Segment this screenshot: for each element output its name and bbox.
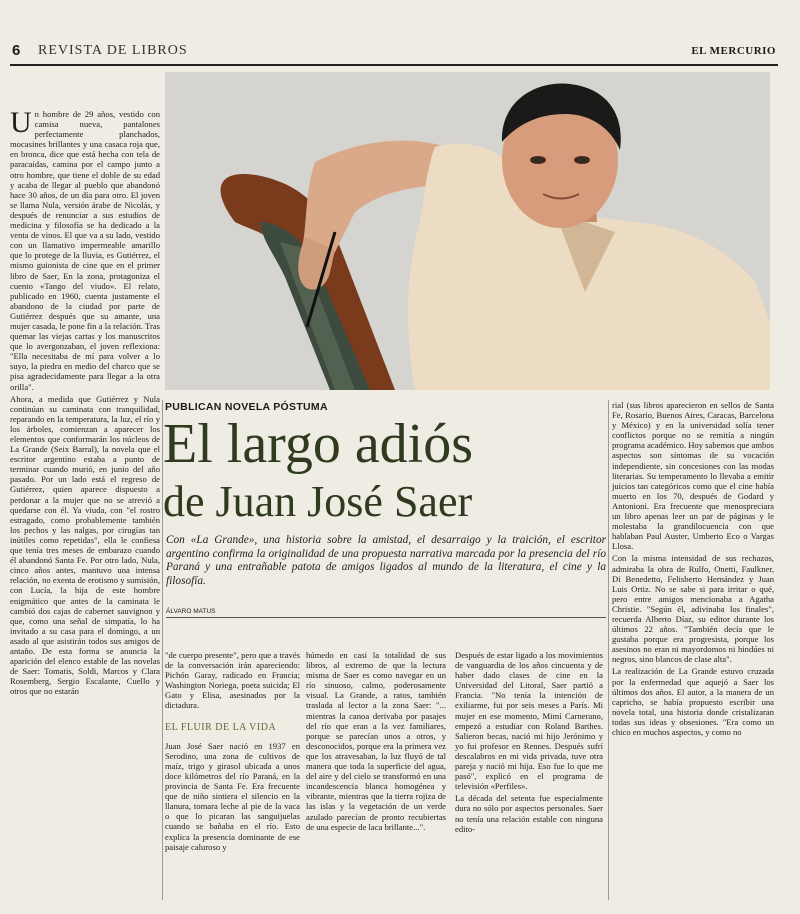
left-paragraph-2: Ahora, a medida que Gutiérrez y Nula continúan su caminata con tranquilidad, reparando en la temperatura, la luz, el río y los árboles, comienzan a aparecer los elementos que conformarán los núcleos de La Grande (Seix Barral), la novela que el escritor argentino estaba a punto de terminar cuando murió, en junio del año pasado. Por un lado está el regreso de Gutiérrez, quien aparece dispuesto a perdonar a la mujer que no se atrevió a quedarse con él. Ya viuda, con "el rostro estragado, como probablemente también los pechos y las nalgas, por cirugías tan inútiles como repetidas", ella le confiesa que tenía tres meses de embarazo cuando él abandonó Santa Fe. Por otro lado, Nula, cinco años antes, mantuvo una intensa relación, no exenta de erotismo y sumisión, con Lucía, la hija de este hombre enigmático que antes de la caminata le cambió dos cajas de cabernet sauvignon y que, como una señal de simpatía, lo ha invitado a su casa para el domingo, a un asado al que asistirán todos sus amigos de antaño. De esta forma se anuncia la aparición del elenco estable de las novelas de Saer: Tomatis, Soldi, Marcos y Clara Rosemberg, Sergio Escalante, Cuello y otros que no estarán: [10, 393, 160, 697]
subhead: EL FLUIR DE LA VIDA: [165, 721, 277, 733]
section-title: REVISTA DE LIBROS: [38, 43, 188, 58]
c3-paragraph-2: La década del setenta fue especialmente dura no sólo por aspectos personales. Saer no tenía una relación estable con ninguna edito-: [455, 793, 603, 834]
kicker: PUBLICAN NOVELA PÓSTUMA: [165, 401, 328, 413]
right-paragraph-1: rial (sus libros aparecieron en sellos de Santa Fe, Rosario, Buenos Aires, Caracas, Barcelona y México) y en la universidad solía tener conflictos porque no se remitía a ningún programa académico. Hoy sabemos que ambos aspectos son síntomas de su vocación independiente, sin concesiones con las modas literarias. Su temperamento lo llevaba a emitir juicios tan categóricos como que el cine había muerto en los 70, después de Godard y Antonioni. Era frecuente que menospreciara un libro apenas leer un par de páginas y le molestaba la grandilocuencia con que hablaban Paul Auster, Umberto Eco o Vargas Llosa.: [612, 400, 774, 552]
headline-line-1: El largo adiós: [163, 413, 474, 475]
body-column-2: [306, 650, 446, 834]
c1-paragraph-1: "de cuerpo presente", pero que a través de la conversación irán apareciendo: Pichón Garay, radicado en Francia; Washington Noriega, poeta suicida; El Gato y Elisa, asesinados por la dictadura.: [165, 650, 300, 711]
author-photo: [165, 72, 770, 390]
page-number: 6: [12, 42, 21, 59]
headline-line-2: de Juan José Saer: [163, 477, 473, 526]
left-paragraph-1: n hombre de 29 años, vestido con camisa nueva, pantalones perfectamente planchados, mocasines brillantes y una casaca roja que, en bronca, dice que está hecha con tela de paracaídas, camina por el campo junto a otro hombre, que tiene el doble de su edad y acaba de llegar al pueblo que abandonó hace 30 años, de un día para otro. El joven se llama Nula, versión árabe de Nicolás, y después de renunciar a sus estudios de medicina y filosofía se ha dedicado a la venta de vinos. El que va a su lado, vestido con un llamativo impermeable amarillo que lo protege de la lluvia, es Gutiérrez, el mismo guionista de cine que en el primer libro de Saer, En la zona, protagoniza el cuento «Tango del viudo». El relato, publicado en 1960, cuenta justamente el abandono de la ciudad por parte de Gutiérrez después que su amante, una mujer casada, le pone fin a la relación. Tras quemar las viejas cartas y los manuscritos que lo avergonzaban, el joven reflexiona: "Ella necesitaba de mí para volver a lo suyo, la piedra en medio del charco que se pisa agradecidamente para llegar a la otra orilla".: [10, 109, 160, 392]
byline: ÁLVARO MATUS: [166, 608, 606, 618]
page-header: [10, 42, 778, 66]
column-divider: [608, 400, 609, 900]
body-column-3: [455, 650, 603, 836]
right-column: [612, 400, 774, 739]
author-portrait-image: [165, 72, 770, 390]
left-column: [10, 106, 160, 698]
c2-paragraph-1: húmedo en casi la totalidad de sus libros, al extremo de que la lectura misma de Saer es como navegar en un río sinuoso, calmo, poderosamente visual. La Grande, a ratos, también traslada al lector a la zona Saer: "... mientras la canoa derivaba por pasajes del río que eran a la vez familiares, porque se parecían unos a otros, y desconocidos, porque era la primera vez que los atravesaban, la luz fluyó de tal manera que toda la superficie del agua, del aire y del cielo se transformó en una incandescencia blanca homogénea y vibrante, mientras que la tierra rojiza de las islas y la vegetación de un verde azulado parecían de pronto recubiertas de una especie de laca brillante...".: [306, 650, 446, 832]
body-column-1: [165, 650, 300, 854]
c1-paragraph-2: Juan José Saer nació en 1937 en Serodino, una zona de cultivos de maíz, trigo y girasol ubicada a unos doce kilómetros del río Paraná, en la provincia de Santa Fe. Era frecuente que de niño sintiera el silencio en la llanura, tomara leche al pie de la vaca o que lo picaran las sanguijuelas cuando se bañaba en el río. Esto explica la presencia dominante de ese paisaje caluroso y: [165, 740, 300, 852]
right-paragraph-2: Con la misma intensidad de sus rechazos, admiraba la obra de Rulfo, Onetti, Faulkner, Di Benedetto, Felisberto Hernández y Juan Luis Ortiz. No se sabe si para irritar o qué, pero entre amigos mencionaba a Agatha Christie. "Según él, adivinaba los finales", recuerda Alberto Díaz, su editor durante los últimos 22 años. "También decía que le gustaba porque era progresista, porque los asesinos no eran ni mayordomos ni hindúes ni negros, sino blancos de clase alta".: [612, 553, 774, 665]
right-paragraph-3: La realización de La Grande estuvo cruzada por la enfermedad que aquejó a Saer los últimos dos años. El autor, a la manera de un capricho, se había propuesto escribir una novela total, una historia donde cristalizaran todas sus ideas y obsesiones. "Era como un chico en muchos aspectos, y como no: [612, 666, 774, 737]
c3-paragraph-1: Después de estar ligado a los movimientos de vanguardia de los años cincuenta y de haber dado clases de cine en la Universidad del Litoral, Saer partió a Francia. "No tenía la intención de exiliarme, fui por seis meses a París. Mi mujer en ese momento, Mimí Carnerano, empezó a estudiar con Roland Barthes. Salieron becas, nació mi hijo Jerónimo y yo fui profesor en Rennes. Después sufrí descalabros en mi vida privada, tuve otra pareja y nació mi hija. Eso fue lo que me pasó", explicó en el programa de televisión «Perfiles».: [455, 650, 603, 792]
newspaper-name: EL MERCURIO: [691, 45, 776, 57]
drop-cap: U: [10, 106, 32, 139]
deck: Con «La Grande», una historia sobre la amistad, el desarraigo y la traición, el escritor argentino confirma la originalidad de una propuesta narrativa marcada por la presencia del río Paraná y una entrañable patota de amigos ligados al mundo de la literatura, el cine y la filosofía.: [166, 534, 606, 587]
column-divider: [162, 400, 163, 900]
